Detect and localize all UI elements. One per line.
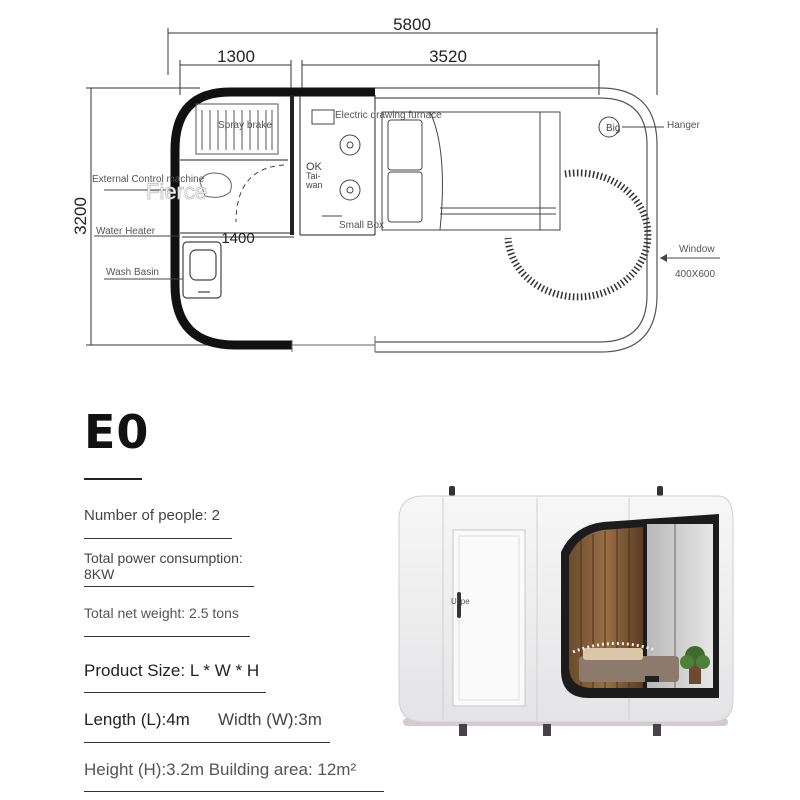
label-electric-furnace: Electric drawing furnace bbox=[335, 110, 442, 121]
dim-height: 3200 bbox=[71, 197, 90, 235]
label-hanger: Hanger bbox=[667, 120, 700, 131]
label-small-box: Small Box bbox=[339, 220, 385, 231]
divider bbox=[84, 791, 384, 792]
spec-height-area: Height (H):3.2m Building area: 12m² bbox=[84, 760, 357, 779]
spec-power-line1: Total power consumption: bbox=[84, 550, 243, 566]
label-taiwan: Tai- bbox=[306, 171, 321, 181]
divider bbox=[84, 636, 250, 637]
spec-width: Width (W):3m bbox=[218, 710, 322, 729]
label-ok: OK bbox=[306, 161, 322, 173]
door-text: Ul pe bbox=[451, 597, 470, 606]
divider bbox=[84, 742, 330, 743]
door-swing bbox=[236, 165, 284, 222]
floor-plan-diagram bbox=[0, 0, 800, 370]
bed bbox=[382, 112, 560, 230]
dim-right-section: 3520 bbox=[429, 47, 467, 66]
product-title: E0 bbox=[84, 405, 150, 459]
dim-overall-length: 5800 bbox=[393, 15, 431, 34]
divider bbox=[84, 538, 232, 539]
lifting-hooks bbox=[449, 486, 663, 496]
divider bbox=[84, 586, 254, 587]
spec-length: Length (L):4m bbox=[84, 710, 190, 729]
label-wan: wan bbox=[306, 180, 323, 190]
label-water-heater: Water Heater bbox=[96, 226, 156, 237]
label-big: Big bbox=[606, 123, 621, 134]
spec-power-line2: 8KW bbox=[84, 566, 115, 582]
dim-inner: 1400 bbox=[221, 230, 255, 247]
divider bbox=[84, 692, 266, 693]
shell-left-wall bbox=[175, 92, 375, 345]
label-external-control: External Control machine bbox=[92, 174, 205, 185]
dim-left-section: 1300 bbox=[217, 47, 255, 66]
label-spray-brake: Spray brake bbox=[218, 120, 272, 131]
round-rug bbox=[508, 173, 648, 297]
label-window-size: 400X600 bbox=[675, 269, 716, 280]
spec-size: Product Size: L * W * H bbox=[84, 661, 260, 680]
label-fierce: Fierce bbox=[146, 179, 208, 204]
spec-weight: Total net weight: 2.5 tons bbox=[84, 605, 239, 621]
spec-people: Number of people: 2 bbox=[84, 507, 220, 524]
capsule-house-illustration bbox=[393, 480, 738, 742]
entry-door bbox=[453, 530, 525, 706]
label-window: Window bbox=[679, 244, 715, 255]
label-wash-basin: Wash Basin bbox=[106, 267, 159, 278]
wash-basin bbox=[183, 242, 221, 298]
title-underline bbox=[84, 478, 142, 480]
